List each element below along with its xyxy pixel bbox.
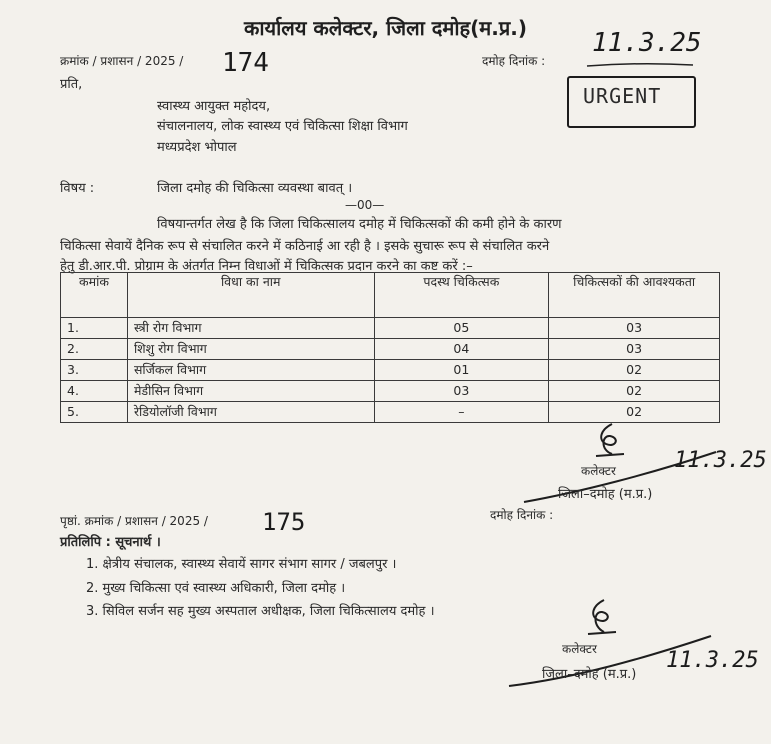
date-underline [585,60,695,70]
row-required: 02 [549,381,720,402]
addressee-line3: मध्यप्रदेश भोपाल [157,140,237,155]
row-dept: रेडियोलॉजी विभाग [127,402,374,423]
row-required: 03 [549,339,720,360]
city-date-label: दमोह दिनांक : [482,54,546,68]
row-dept: शिशु रोग विभाग [127,339,374,360]
table-row [61,381,720,402]
table-row [61,360,720,381]
row-required: 02 [549,360,720,381]
endorsement-city-date: दमोह दिनांक : [490,508,554,522]
recipient-item: 1. क्षेत्रीय संचालक, स्वास्थ्य सेवायें सागर संभाग सागर / जबलपुर । [86,557,397,572]
table-row [61,318,720,339]
office-title: कार्यालय कलेक्टर, जिला दमोह(म.प्र.) [243,16,527,40]
signature2-date: 11.3.25 [666,648,759,673]
body-line1: विषयान्तर्गत लेख है कि जिला चिकित्सालय दमोह में चिकित्सकों की कमी होने के कारण [157,217,562,232]
signature2-district: जिला–दमोह (म.प्र.) [542,667,637,682]
row-dept: स्त्री रोग विभाग [127,318,374,339]
endorsement-ref-label: पृष्ठां. क्रमांक / प्रशासन / 2025 / [60,514,208,528]
row-serial: 2. [61,339,128,360]
subject-text: जिला दमोह की चिकित्सा व्यवस्था बावत् । [157,181,353,196]
table-header-row [61,273,720,318]
urgent-stamp-text: URGENT [583,84,662,108]
signature2-designation: कलेक्टर [562,642,597,656]
recipient-item: 3. सिविल सर्जन सह मुख्य अस्पताल अधीक्षक, जिला चिकित्सालय दमोह । [86,604,435,619]
row-posted: 03 [374,381,549,402]
subject-label: विषय : [60,181,95,196]
body-line3: हेतु डी.आर.पी. प्रोग्राम के अंतर्गत निम्न विधाओं में चिकित्सक प्रदान करने का कष्ट करें :– [60,259,473,274]
doctor-requirement-table [60,272,720,423]
ref-number-handwritten: 174 [222,48,269,78]
subject-divider: —00— [345,198,385,212]
urgent-stamp [567,76,696,128]
table-row [61,339,720,360]
row-serial: 4. [61,381,128,402]
row-serial: 5. [61,402,128,423]
row-serial: 3. [61,360,128,381]
to-label: प्रति, [60,77,83,92]
row-serial: 1. [61,318,128,339]
body-line2: चिकित्सा सेवायें दैनिक रूप से संचालित करने में कठिनाई आ रही है । इसके सुचारू रूप से संचालित करने [60,239,550,254]
signature1-district: जिला–दमोह (म.प्र.) [558,487,653,502]
header-serial: कमांक [61,273,128,318]
header-posted: पदस्थ चिकित्सक [374,273,549,318]
header-dept: विधा का नाम [127,273,374,318]
header-required: चिकित्सकों की आवश्यकता [549,273,720,318]
row-posted: 01 [374,360,549,381]
endorsement-ref-handwritten: 175 [262,508,306,536]
signature1-date: 11.3.25 [674,448,767,473]
row-dept: मेडीसिन विभाग [127,381,374,402]
addressee-line2: संचालनालय, लोक स्वास्थ्य एवं चिकित्सा शिक्षा विभाग [157,119,408,134]
row-required: 03 [549,318,720,339]
date-handwritten: 11.3.25 [592,28,702,58]
ref-number-label: क्रमांक / प्रशासन / 2025 / [60,54,184,68]
row-dept: सर्जिकल विभाग [127,360,374,381]
copy-label: प्रतिलिपि : सूचनार्थ । [60,535,161,550]
signature1-designation: कलेक्टर [581,464,616,478]
row-posted: – [374,402,549,423]
row-posted: 05 [374,318,549,339]
recipient-item: 2. मुख्य चिकित्सा एवं स्वास्थ्य अधिकारी, जिला दमोह । [86,581,346,596]
addressee-line1: स्वास्थ्य आयुक्त महोदय, [157,99,271,114]
row-required: 02 [549,402,720,423]
row-posted: 04 [374,339,549,360]
